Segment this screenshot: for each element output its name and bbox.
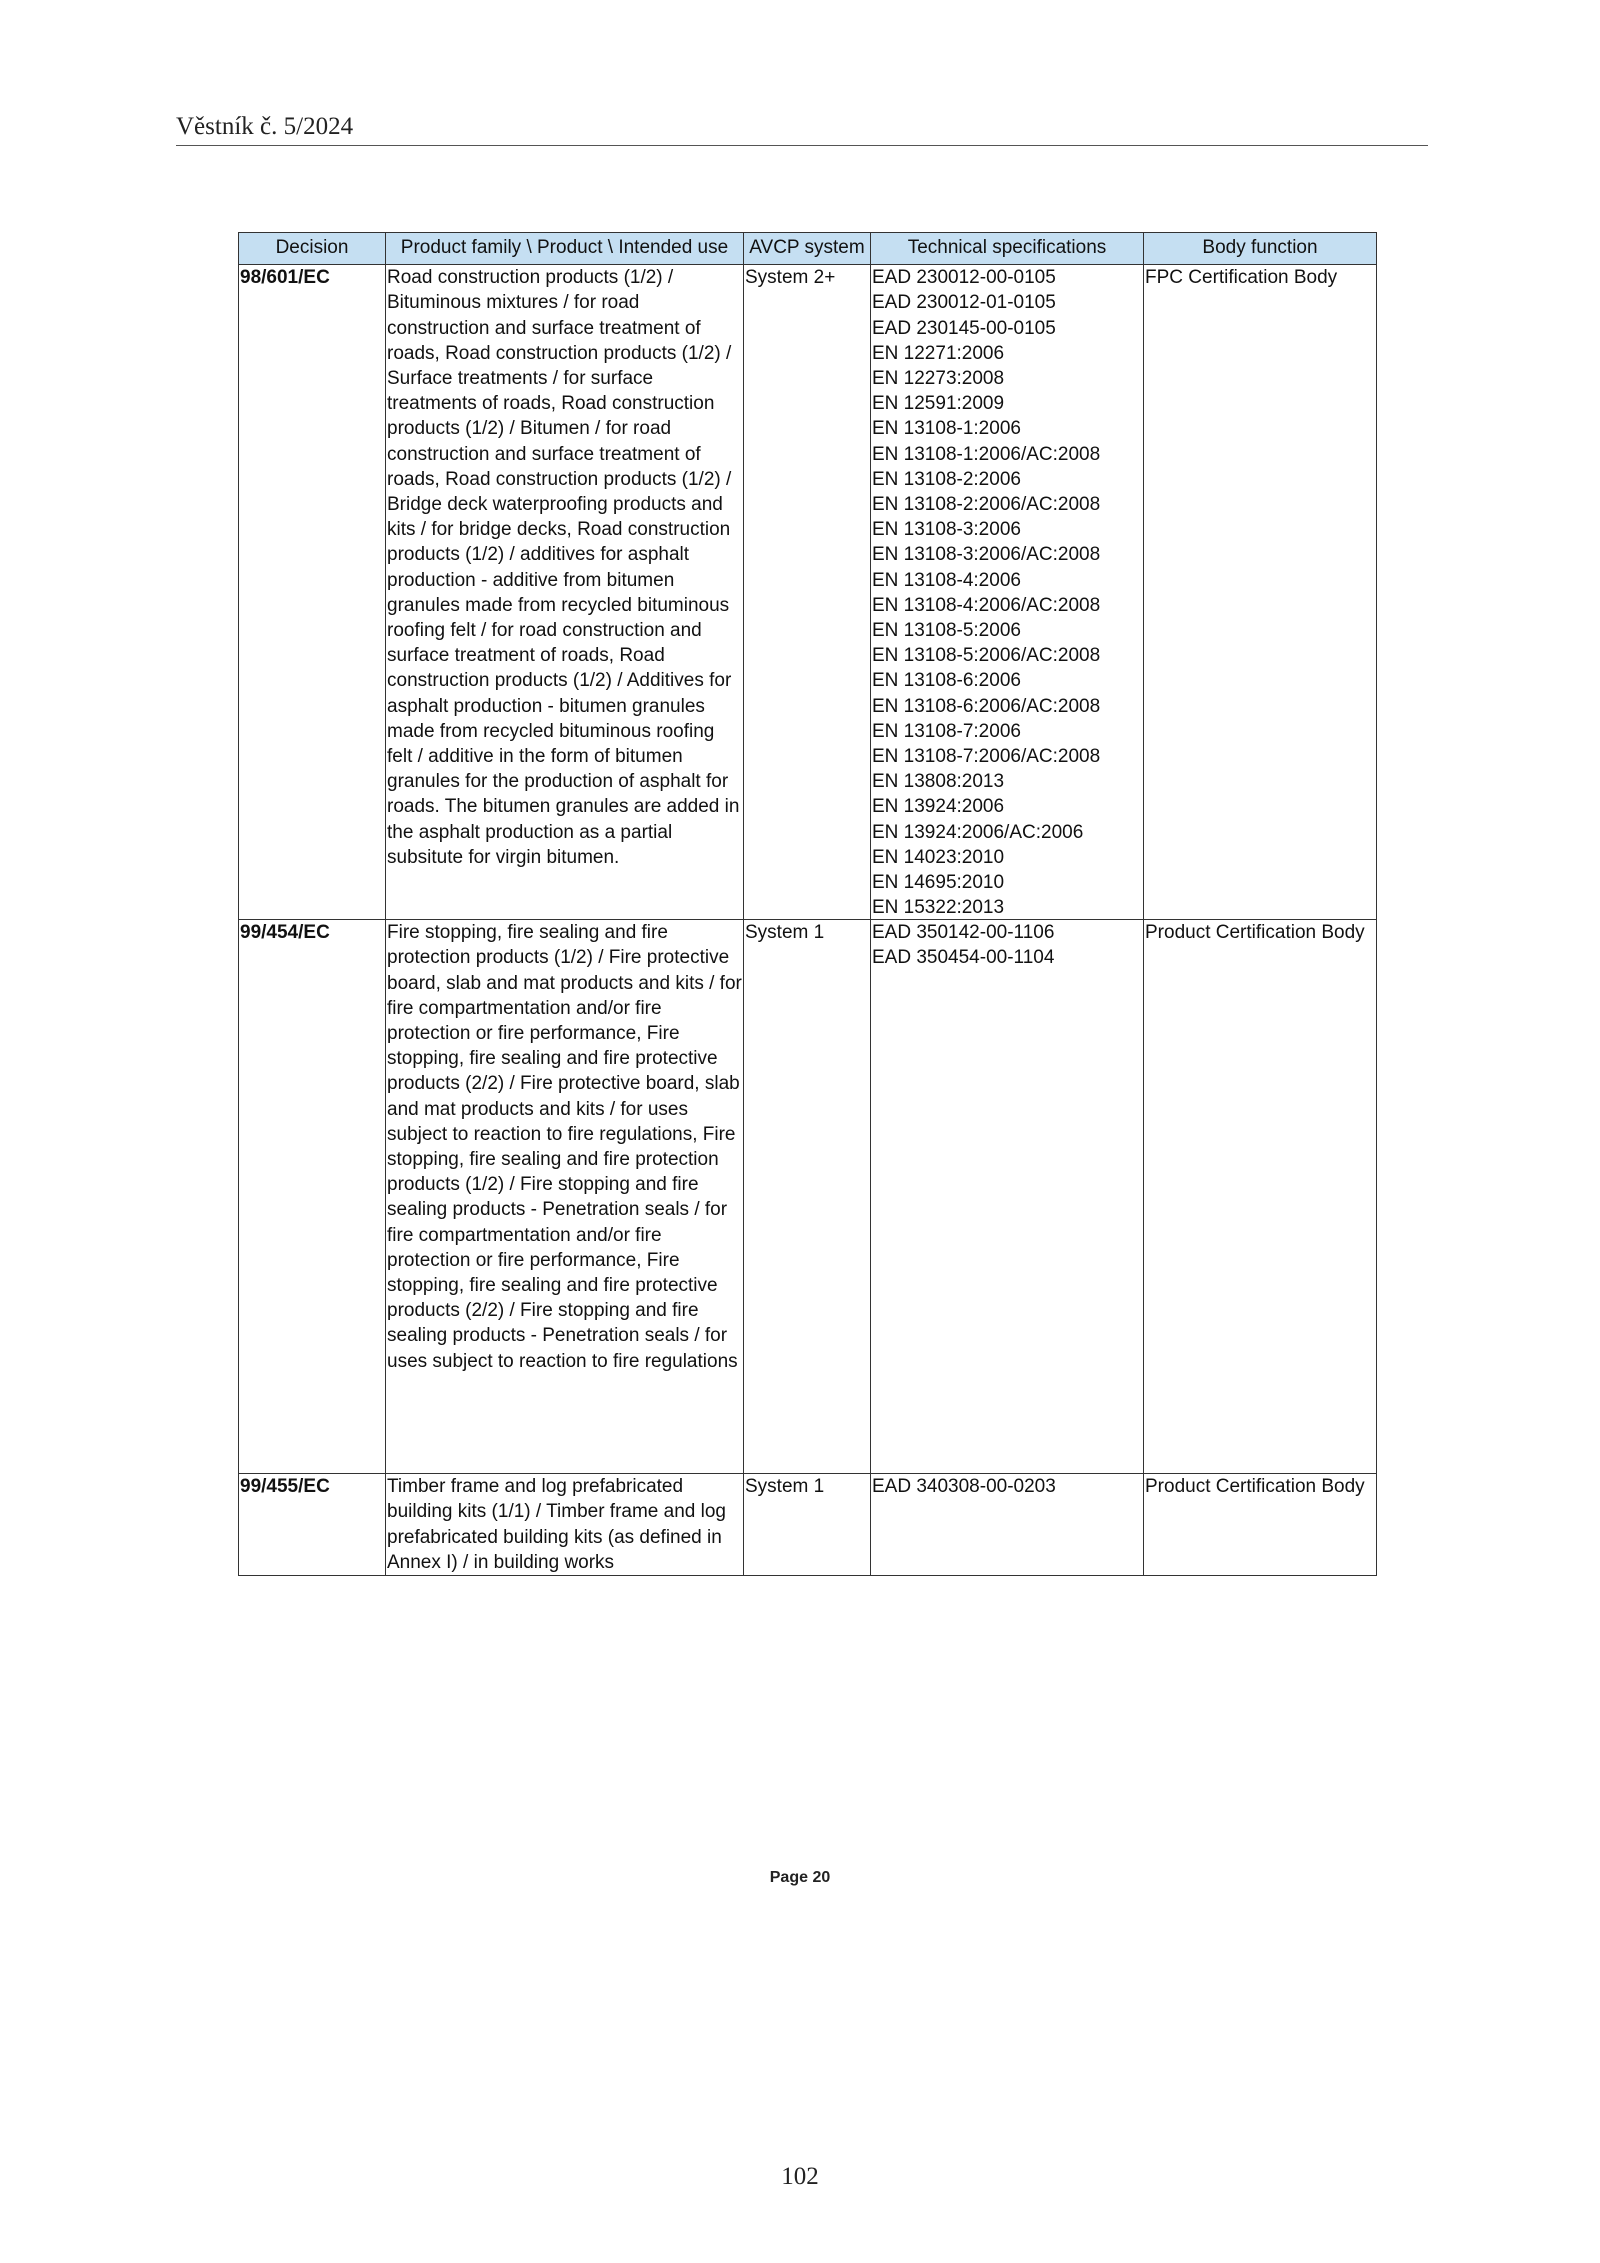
spec-item: EAD 350142-00-1106	[872, 922, 1055, 944]
table-row	[239, 1474, 1377, 1576]
spec-item: EAD 350454-00-1104	[872, 947, 1055, 969]
product-cell	[386, 1474, 744, 1576]
spec-item: EN 13108-2:2006/AC:2008	[872, 494, 1101, 516]
decision-cell: 99/455/EC	[239, 1474, 386, 1576]
column-header-specs: Technical specifications	[871, 233, 1144, 265]
avcp-cell: System 1	[744, 920, 871, 1474]
product-text: Fire stopping, fire sealing and fire protection products (1/2) / Fire protective board, slab and mat products and kits / for fire compartmentation and/or fire protection or fire performance, Fire stopping, fire sealing and fire protective products (2/2) / Fire protective board, slab and mat products and kits / for uses subject to reaction to fire regulations, Fire stopping, fire sealing and fire protection products (1/2) / Fire stopping and fire sealing products - Penetration seals / for fire compartmentation and/or fire protection or fire performance, Fire stopping, fire sealing and fire protective products (2/2) / Fire stopping and fire sealing products - Penetration seals / for uses subject to reaction to fire regulations	[387, 922, 742, 1372]
spec-item: EN 13108-4:2006/AC:2008	[872, 594, 1101, 616]
bulletin-title: Věstník č. 5/2024	[176, 113, 354, 140]
decision-cell: 98/601/EC	[239, 265, 386, 920]
spec-item: EN 14695:2010	[872, 872, 1005, 894]
spec-item: EN 13108-3:2006	[872, 519, 1021, 541]
column-header-product: Product family \ Product \ Intended use	[386, 233, 744, 265]
page-number: 102	[781, 2163, 819, 2190]
column-header-avcp: AVCP system	[744, 233, 871, 265]
page-label: Page 20	[769, 1869, 831, 1886]
spec-item: EN 12273:2008	[872, 368, 1005, 390]
spec-item: EN 13108-1:2006	[872, 418, 1021, 440]
spec-item: EN 13924:2006/AC:2006	[872, 821, 1084, 843]
spec-item: EN 13108-2:2006	[872, 468, 1021, 490]
specs-cell	[871, 920, 1144, 1474]
table-row	[239, 920, 1377, 1474]
body-function-cell: Product Certification Body	[1144, 1474, 1377, 1576]
specs-cell	[871, 1474, 1144, 1576]
spec-item: EN 14023:2010	[872, 846, 1005, 868]
spec-item: EAD 230012-01-0105	[872, 292, 1056, 314]
spec-item: EAD 230145-00-0105	[872, 317, 1056, 339]
spec-item: EAD 230012-00-0105	[872, 267, 1056, 289]
spec-item: EN 13108-6:2006/AC:2008	[872, 695, 1101, 717]
spec-item: EN 13108-3:2006/AC:2008	[872, 544, 1101, 566]
spec-item: EN 13108-1:2006/AC:2008	[872, 443, 1101, 465]
spec-item: EN 12591:2009	[872, 393, 1005, 415]
spec-item: EN 13808:2013	[872, 771, 1005, 793]
decision-cell: 99/454/EC	[239, 920, 386, 1474]
column-header-decision: Decision	[239, 233, 386, 265]
spec-item: EN 13924:2006	[872, 796, 1005, 818]
column-header-body: Body function	[1144, 233, 1377, 265]
table-header	[239, 233, 1377, 265]
avcp-cell: System 2+	[744, 265, 871, 920]
spec-item: EN 13108-4:2006	[872, 569, 1021, 591]
spec-item: EAD 340308-00-0203	[872, 1476, 1056, 1498]
spec-item: EN 13108-7:2006	[872, 720, 1021, 742]
spec-item: EN 13108-6:2006	[872, 670, 1021, 692]
header-divider	[176, 145, 1428, 146]
spec-item: EN 15322:2013	[872, 897, 1005, 919]
body-function-cell: FPC Certification Body	[1144, 265, 1377, 920]
product-text: Timber frame and log prefabricated building kits (1/1) / Timber frame and log prefabricated building kits (as defined in Annex I) / in building works	[387, 1476, 726, 1573]
product-text: Road construction products (1/2) / Bituminous mixtures / for road construction and surface treatment of roads, Road construction products (1/2) / Surface treatments / for surface treatments of roads, Road construction products (1/2) / Bitumen / for road construction and surface treatment of roads, Road construction products (1/2) / Bridge deck waterproofing products and kits / for bridge decks, Road construction products (1/2) / additives for asphalt production - additive from bitumen granules made from recycled bituminous roofing felt / for road construction and surface treatment of roads, Road construction products (1/2) / Additives for asphalt production - bitumen granules made from recycled bituminous roofing felt / additive in the form of bitumen granules for the production of asphalt for roads. The bitumen granules are added in the asphalt production as a partial subsitute for virgin bitumen.	[387, 267, 740, 868]
certification-table	[238, 232, 1377, 1576]
table-row	[239, 265, 1377, 920]
product-cell	[386, 265, 744, 920]
spec-item: EN 13108-5:2006/AC:2008	[872, 645, 1101, 667]
spec-item: EN 13108-5:2006	[872, 620, 1021, 642]
body-function-cell: Product Certification Body	[1144, 920, 1377, 1474]
specs-cell	[871, 265, 1144, 920]
spec-item: EN 13108-7:2006/AC:2008	[872, 746, 1101, 768]
spec-item: EN 12271:2006	[872, 342, 1005, 364]
avcp-cell: System 1	[744, 1474, 871, 1576]
product-cell	[386, 920, 744, 1474]
